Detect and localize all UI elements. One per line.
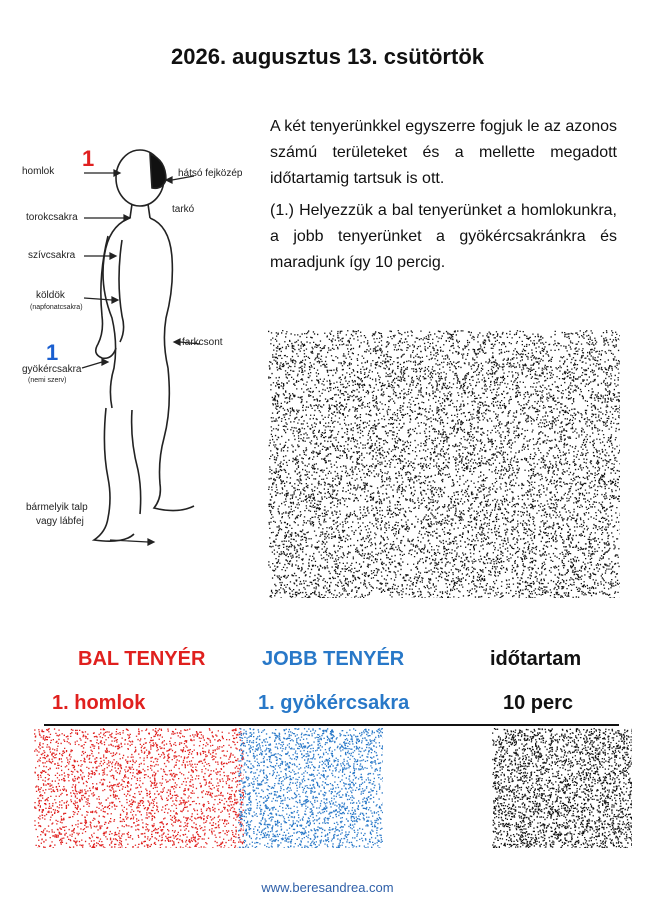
value-jobb-tenyer: 1. gyökércsakra bbox=[258, 692, 410, 714]
label-gyokercsakra-sub: (nemi szerv) bbox=[28, 377, 67, 384]
instruction-text bbox=[270, 114, 617, 282]
value-idotartam: 10 perc bbox=[503, 692, 574, 714]
label-tarko: tarkó bbox=[172, 204, 195, 215]
scan-noise-red bbox=[34, 728, 244, 848]
figure-number-bottom: 1 bbox=[46, 340, 59, 365]
header-idotartam: időtartam bbox=[490, 648, 582, 670]
scan-noise-black bbox=[492, 728, 632, 848]
instruction-paragraph-1: A két tenyerünkkel egyszerre fogjuk le az azonos számú területeket és a mellette megadott időtartamig tartsuk is ott. bbox=[270, 118, 617, 187]
label-hatso-fejkozep: hátsó fejközép bbox=[178, 168, 243, 179]
header-jobb-tenyer: JOBB TENYÉR bbox=[262, 648, 405, 670]
footer-website[interactable]: www.beresandrea.com bbox=[261, 880, 394, 895]
label-gyokercsakra: gyökércsakra bbox=[22, 364, 82, 375]
label-farkcsont: farkcsont bbox=[182, 337, 223, 348]
chakra-body-figure bbox=[22, 140, 257, 550]
value-bal-tenyer: 1. homlok bbox=[52, 692, 146, 714]
figure-number-top: 1 bbox=[82, 146, 95, 171]
noise-main-dots bbox=[268, 330, 620, 598]
header-bal-tenyer: BAL TENYÉR bbox=[78, 648, 206, 670]
label-labfej: vagy lábfej bbox=[36, 516, 84, 527]
scan-noise-block bbox=[268, 330, 620, 598]
label-homlok: homlok bbox=[22, 166, 55, 177]
scan-noise-blue bbox=[238, 728, 383, 848]
label-talp: bármelyik talp bbox=[26, 502, 88, 513]
date-title: 2026. augusztus 13. csütörtök bbox=[171, 44, 484, 69]
noise-red-dots bbox=[34, 728, 244, 848]
instruction-paragraph-2: (1.) Helyezzük a bal tenyerünket a homlokunkra, a jobb tenyerünket a gyökércsakránkra és maradjunk így 10 percig. bbox=[270, 202, 617, 271]
table-rule bbox=[44, 724, 619, 726]
label-koldok-sub: (napfonatcsakra) bbox=[30, 304, 83, 311]
noise-blue-dots bbox=[238, 728, 383, 848]
label-torokcsakra: torokcsakra bbox=[26, 212, 78, 223]
label-szivcsakra: szívcsakra bbox=[28, 250, 76, 261]
noise-black-dots bbox=[492, 728, 632, 848]
label-koldok: köldök bbox=[36, 290, 65, 301]
